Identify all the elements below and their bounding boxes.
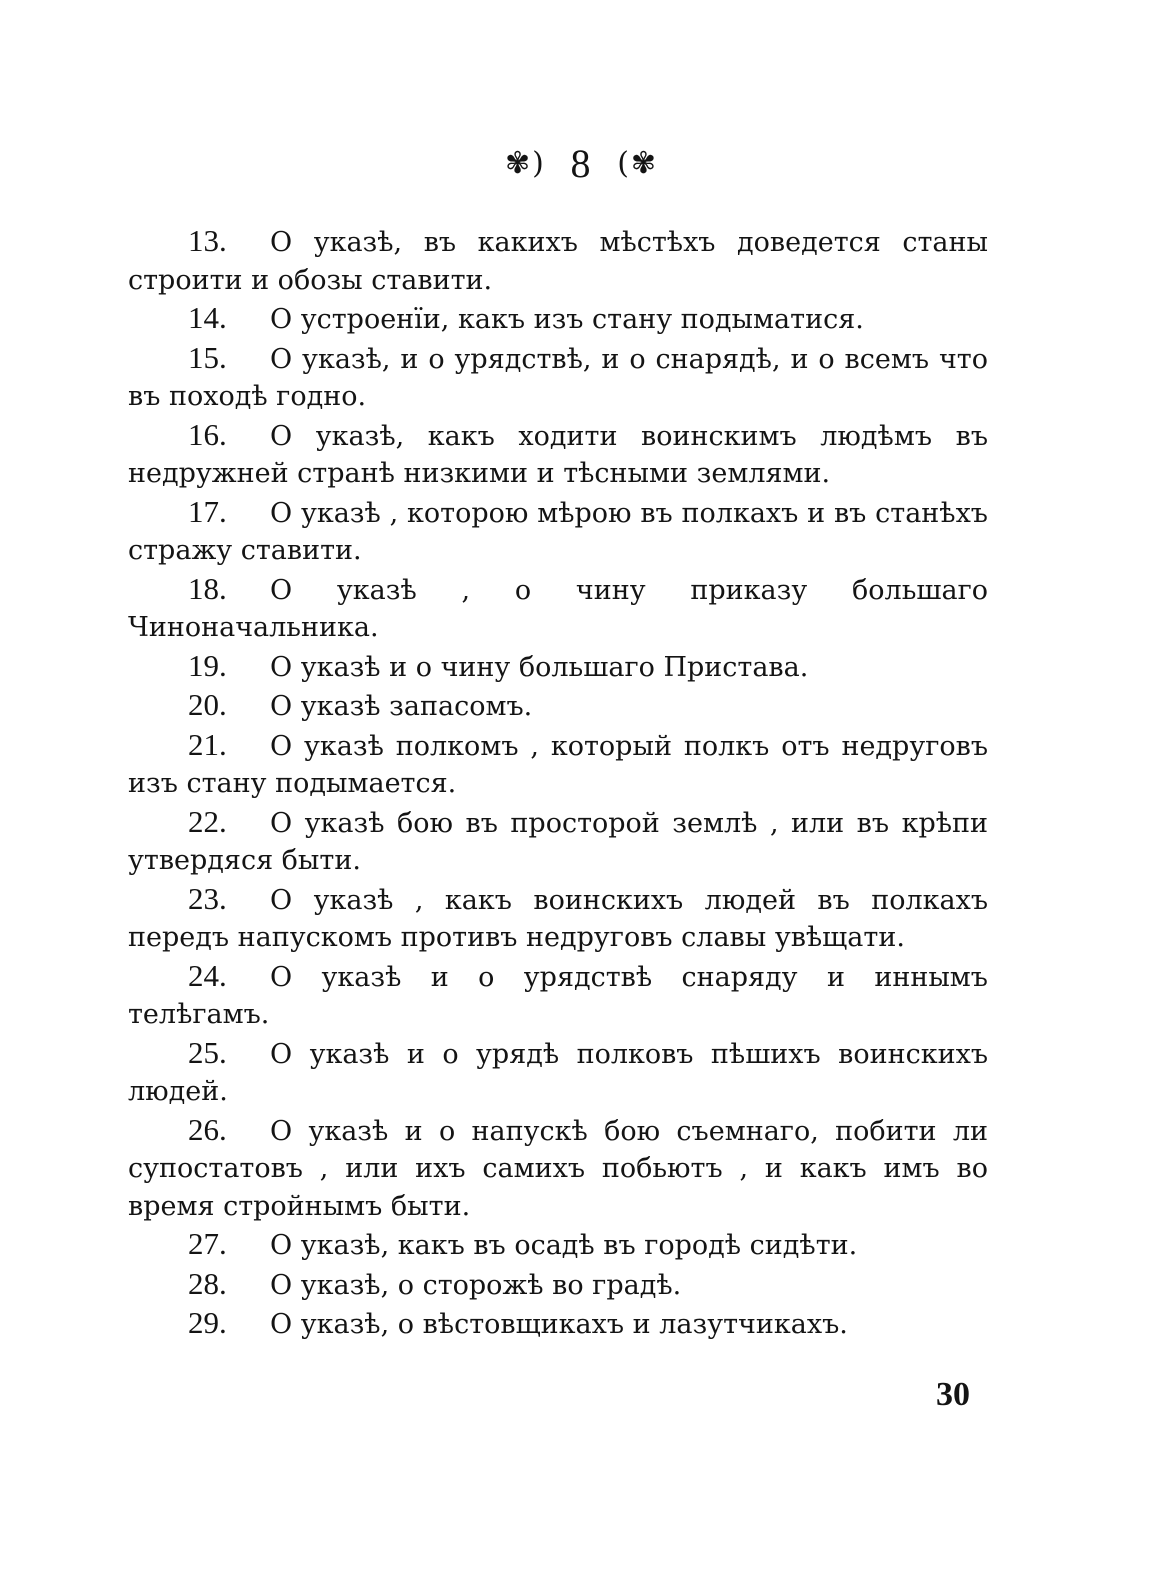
entry-number: 26. [188, 1111, 227, 1147]
page-header [0, 140, 1163, 187]
entry-text: О устроенїи, какъ изъ стану подыматися. [270, 304, 864, 335]
entry-text: О указѣ, и о урядствѣ, и о снарядѣ, и о всемъ что въ походѣ годно. [128, 343, 988, 412]
contents-entry [128, 1265, 988, 1305]
entry-text: О указѣ запасомъ. [270, 691, 533, 722]
contents-entry [128, 570, 988, 647]
page-number: 8 [570, 141, 593, 186]
contents-entry [128, 416, 988, 493]
right-ornament: (✾ [617, 146, 659, 181]
entry-text: О указѣ , какъ воинскихъ людей въ полкахъ передъ напускомъ противъ недруговъ славы увѣщати. [128, 884, 988, 953]
entry-number: 27. [188, 1226, 227, 1261]
entry-text: О указѣ и о урядствѣ снаряду и иннымъ телѣгамъ. [128, 961, 988, 1030]
contents-entry [128, 1225, 988, 1265]
contents-entry [128, 686, 988, 726]
contents-entry [128, 880, 988, 957]
entry-text: О указѣ полкомъ , который полкъ отъ недруговъ изъ стану подымается. [128, 730, 988, 799]
entry-number: 15. [188, 339, 227, 375]
entry-text: О указѣ , которою мѣрою въ полкахъ и въ станѣхъ стражу ставити. [128, 497, 988, 566]
contents-entry [128, 493, 988, 570]
contents-list [128, 222, 988, 1344]
entry-number: 20. [188, 687, 227, 722]
contents-entry [128, 1304, 988, 1344]
entry-number: 18. [188, 570, 227, 606]
entry-number: 24. [188, 957, 227, 993]
contents-entry [128, 339, 988, 416]
contents-entry [128, 957, 988, 1034]
contents-entry [128, 222, 988, 299]
contents-entry [128, 647, 988, 687]
entry-number: 21. [188, 726, 227, 762]
contents-entry [128, 803, 988, 880]
entry-text: О указѣ бою въ просторой землѣ , или въ крѣпи утвердяся быти. [128, 807, 988, 876]
entry-text: О указѣ и о напускѣ бою съемнаго, побити ли супостатовъ , или ихъ самихъ побьютъ , и какъ имъ во время стройнымъ быти. [128, 1115, 988, 1222]
entry-number: 14. [188, 300, 227, 335]
entry-number: 19. [188, 647, 227, 683]
entry-text: О указѣ, о сторожѣ во градѣ. [270, 1269, 682, 1301]
contents-entry [128, 1111, 988, 1226]
contents-entry [128, 726, 988, 803]
entry-number: 22. [188, 803, 227, 839]
entry-number: 13. [188, 223, 227, 258]
entry-text: О указѣ и о чину большаго Пристава. [270, 651, 809, 683]
entry-text: О указѣ, какъ въ осадѣ въ городѣ сидѣти. [270, 1230, 858, 1261]
entry-number: 25. [188, 1034, 227, 1070]
contents-entry [128, 299, 988, 339]
entry-number: 28. [188, 1265, 227, 1301]
entry-number: 17. [188, 493, 227, 529]
entry-text: О указѣ, въ какихъ мѣстѣхъ доведется станы строити и обозы ставити. [128, 227, 988, 296]
entry-number: 16. [188, 416, 227, 452]
entry-text: О указѣ , о чину приказу большаго Чиноначальника. [128, 574, 988, 643]
entry-number: 29. [188, 1305, 227, 1340]
entry-number: 23. [188, 880, 227, 916]
entry-text: О указѣ, о вѣстовщикахъ и лазутчикахъ. [270, 1309, 848, 1340]
entry-text: О указѣ, какъ ходити воинскимъ людѣмъ въ недружней странѣ низкими и тѣсными землями. [128, 420, 988, 489]
entry-text: О указѣ и о урядѣ полковъ пѣшихъ воинскихъ людей. [128, 1038, 988, 1107]
left-ornament: ✾) [504, 146, 546, 181]
signature-mark: 30 [936, 1376, 970, 1413]
contents-entry [128, 1034, 988, 1111]
